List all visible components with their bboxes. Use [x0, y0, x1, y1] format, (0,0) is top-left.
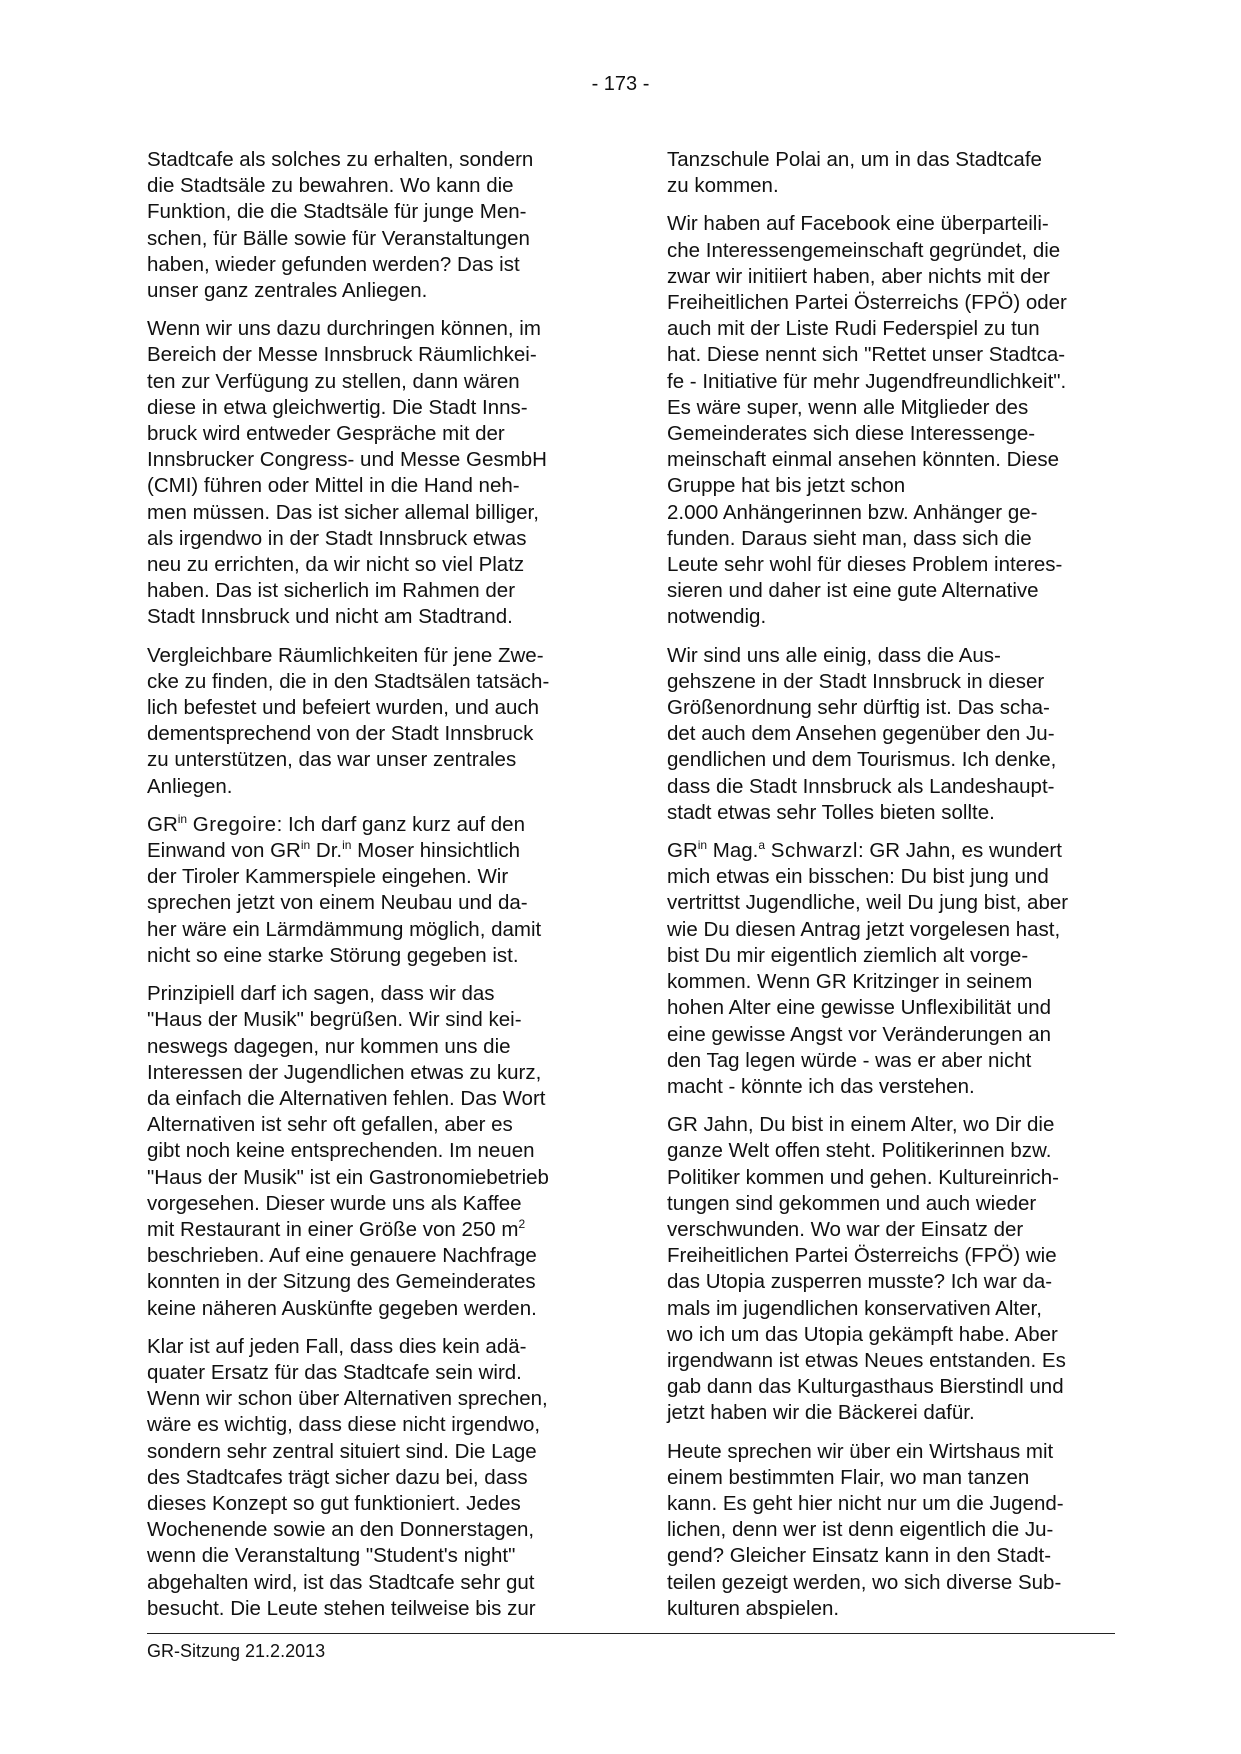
- paragraph: Prinzipiell darf ich sagen, dass wir das "Haus der Musik" begrüßen. Wir sind kei- neswegs dagegen, nur kommen uns die Interessen der Jugendlichen etwas zu kurz, da einfach die Alternativen fehlen. Das Wort Alternativen ist sehr oft gefallen, aber es gibt noch keine entsprechenden. Im neuen "Haus der Musik" ist ein Gastronomiebetrieb vorgesehen. Dieser wurde uns als Kaffee mit Restaurant in einer Größe von 250 $m^2$ beschrieben. Auf eine genauere Nachfrage konnten in der Sitzung des Gemeinderates keine näheren Auskünfte gegeben werden.: [147, 982, 549, 1320]
- paragraph: Wenn wir uns dazu durchringen können, im Bereich der Messe Innsbruck Räumlichkei- ten zur Verfügung zu stellen, dann wären diese in etwa gleichwertig. Die Stadt Inns- bruck wird entweder Gespräche mit der Innsbrucker Congress- und Messe GesmbH (CMI) führen oder Mittel in die Hand neh- men müssen. Das ist sicher allemal billiger, als irgendwo in der Stadt Innsbruck etwas neu zu errichten, da wir nicht so viel Platz haben. Das ist sicherlich im Rahmen der Stadt Innsbruck und nicht am Stadtrand.: [147, 317, 547, 629]
- footer-divider: [147, 1633, 1115, 1634]
- footer-session-label: GR-Sitzung 21.2.2013: [147, 1641, 326, 1661]
- paragraph: GR Jahn, Du bist in einem Alter, wo Dir die ganze Welt offen steht. Politikerinnen bzw. Politiker kommen und gehen. Kultureinrich- tungen sind gekommen und auch wieder verschwunden. Wo war der Einsatz der Freiheitlichen Partei Österreichs (FPÖ) wie das Utopia zusperren musste? Ich war da- mals im jugendlichen konservativen Alter, wo ich um das Utopia gekämpft habe. Aber irgendwann ist etwas Neues entstanden. Es gab dann das Kulturgasthaus Bierstindl und jetzt haben wir die Bäckerei dafür.: [667, 1113, 1066, 1425]
- left-column: [147, 147, 602, 1634]
- speaker-name: Schwarzl: [770, 839, 858, 863]
- paragraph: Vergleichbare Räumlichkeiten für jene Zwe- cke zu finden, die in den Stadtsälen tatsäch- lich befestet und befeiert wurden, und auch dementsprechend von der Stadt Innsbruck zu unterstützen, das war unser zentrales Anliegen.: [147, 643, 550, 798]
- right-column: [667, 147, 1127, 1634]
- speaker-paragraph-gregoire: $GR^{in}$ Gregoire: Ich darf ganz kurz auf den Einwand von $GR^{in}$ Dr.$^{in}$ Moser hinsichtlich der Tiroler Kammerspiele eingehen. Wir sprechen jetzt von einem Neubau und da- her wäre ein Lärmdämmung möglich, damit nicht so eine starke Störung gegeben ist.: [147, 811, 542, 967]
- speaker-paragraph-schwarzl: $GR^{in}$ Mag.$^a$ Schwarzl: GR Jahn, es wundert mich etwas ein bisschen: Du bist jung und vertrittst Jugendliche, weil Du jung bist, aber wie Du diesen Antrag jetzt vorgelesen hast, bist Du mir eigentlich ziemlich alt vorge- kommen. Wenn GR Kritzinger in seinem hohen Alter eine gewisse Unflexibilität und eine gewisse Angst vor Veränderungen an den Tag legen würde - was er aber nicht macht - könnte ich das verstehen.: [667, 838, 1069, 1098]
- paragraph: Wir sind uns alle einig, dass die Aus- gehszene in der Stadt Innsbruck in dieser Größenordnung sehr dürftig ist. Das scha- det auch dem Ansehen gegenüber den Ju- gendlichen und dem Tourismus. Ich denke, dass die Stadt Innsbruck als Landeshaupt- stadt etwas sehr Tolles bieten sollte.: [667, 643, 1057, 824]
- paragraph: Tanzschule Polai an, um in das Stadtcafe zu kommen.: [667, 148, 1042, 198]
- page-number: - 173 -: [591, 73, 650, 95]
- paragraph: Klar ist auf jeden Fall, dass dies kein adä- quater Ersatz für das Stadtcafe sein wird. Wenn wir schon über Alternativen sprechen, wäre es wichtig, dass diese nicht irgendwo, sondern sehr zentral situiert sind. Die Lage des Stadtcafes trägt sicher dazu bei, dass dieses Konzept so gut funktioniert. Jedes Wochenende sowie an den Donnerstagen, wenn die Veranstaltung "Student's night" abgehalten wird, ist das Stadtcafe sehr gut besucht. Die Leute stehen teilweise bis zur: [147, 1334, 548, 1620]
- paragraph: Stadtcafe als solches zu erhalten, sondern die Stadtsäle zu bewahren. Wo kann die Funktion, die die Stadtsäle für junge Men- schen, für Bälle sowie für Veranstaltungen haben, wieder gefunden werden? Das ist unser ganz zentrales Anliegen.: [147, 148, 534, 303]
- paragraph: Wir haben auf Facebook eine überparteili- che Interessengemeinschaft gegründet, die zwar wir initiiert haben, aber nichts mit der Freiheitlichen Partei Österreichs (FPÖ) oder auch mit der Liste Rudi Federspiel zu tun hat. Diese nennt sich "Rettet unser Stadtca- fe - Initiative für mehr Jugendfreundlichkeit". Es wäre super, wenn alle Mitglieder des Gemeinderates sich diese Interessenge- meinschaft einmal ansehen könnten. Diese Gruppe hat bis jetzt schon 2.000 Anhängerinnen bzw. Anhänger ge- funden. Daraus sieht man, dass sich die Leute sehr wohl für dieses Problem interes- sieren und daher ist eine gute Alternative notwendig.: [667, 212, 1067, 629]
- paragraph: Heute sprechen wir über ein Wirtshaus mit einem bestimmten Flair, wo man tanzen kann. Es geht hier nicht nur um die Jugend- lichen, denn wer ist denn eigentlich die Ju- gend? Gleicher Einsatz kann in den Stadt- teilen gezeigt werden, wo sich diverse Sub- kulturen abspielen.: [667, 1439, 1064, 1620]
- speaker-name: Gregoire: [192, 812, 277, 836]
